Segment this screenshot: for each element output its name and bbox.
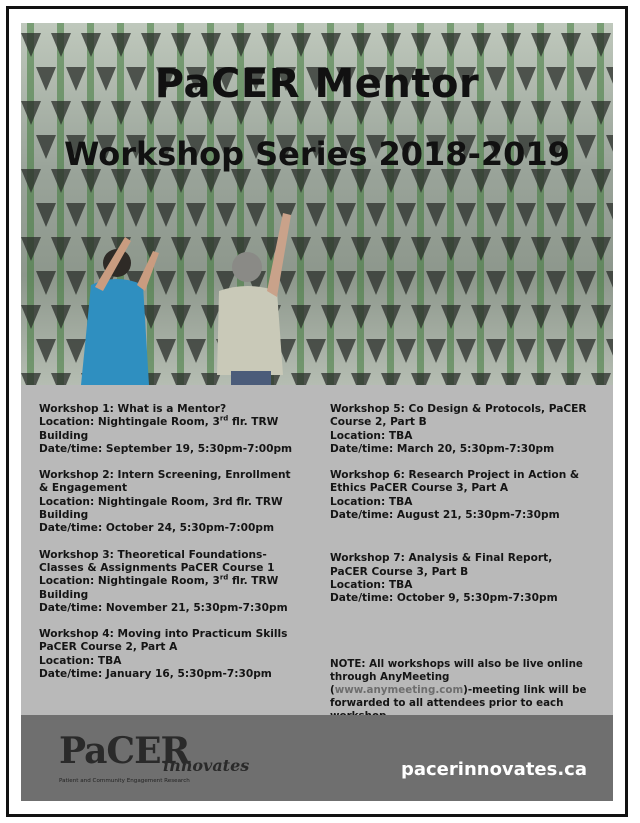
planter-pot: [426, 203, 446, 227]
planter-pot: [411, 305, 431, 329]
planter-pot: [21, 305, 41, 329]
planter-pot: [336, 203, 356, 227]
planter-pot: [66, 271, 86, 295]
planter-pot: [411, 373, 431, 385]
logo-script: innovates: [163, 756, 250, 775]
planter-pot: [321, 33, 341, 57]
planter-pot: [306, 203, 326, 227]
planter-pot: [471, 237, 491, 261]
planter-pot: [516, 339, 536, 363]
flyer: [21, 23, 613, 801]
workshop-datetime: Date/time: August 21, 5:30pm-7:30pm: [330, 509, 560, 522]
planter-pot: [486, 203, 506, 227]
planter-pot: [591, 237, 611, 261]
planter-pot: [246, 203, 266, 227]
planter-pot: [171, 373, 191, 385]
workshop-datetime: Date/time: March 20, 5:30pm-7:30pm: [330, 442, 555, 455]
planter-pot: [186, 203, 206, 227]
planter-pot: [186, 339, 206, 363]
planter-pot: [531, 373, 551, 385]
planter-pot: [336, 271, 356, 295]
planter-pot: [321, 373, 341, 385]
planter-pot: [381, 237, 401, 261]
workshop-location: Location: Nightingale Room, 3rd flr. TRW Building: [39, 414, 279, 442]
planter-pot: [51, 237, 71, 261]
planter-pot: [306, 271, 326, 295]
planter-pot: [321, 305, 341, 329]
planter-pot: [381, 33, 401, 57]
planter-pot: [66, 203, 86, 227]
planter-pot: [51, 373, 71, 385]
planter-pot: [36, 271, 56, 295]
planter-pot: [141, 33, 161, 57]
planter-pot: [351, 33, 371, 57]
workshop-item: [39, 403, 301, 456]
workshop-title: Workshop 6: Research Project in Action & Ethics PaCER Course 3, Part A: [330, 469, 580, 495]
planter-pot: [561, 237, 581, 261]
planter-pot: [156, 339, 176, 363]
planter-pot: [501, 33, 521, 57]
workshop-datetime: Date/time: January 16, 5:30pm-7:30pm: [39, 668, 272, 681]
workshop-item: [330, 552, 592, 605]
workshop-datetime: Date/time: October 24, 5:30pm-7:00pm: [39, 522, 275, 535]
workshop-column-right: [330, 403, 592, 736]
logo-tagline: Patient and Community Engagement Research: [59, 778, 190, 784]
planter-pot: [606, 271, 613, 295]
workshop-title: Workshop 5: Co Design & Protocols, PaCER Course 2, Part B: [330, 403, 587, 429]
planter-pot: [501, 373, 521, 385]
planter-pot: [351, 237, 371, 261]
planter-pot: [366, 339, 386, 363]
planter-pot: [411, 33, 431, 57]
workshop-location: Location: Nightingale Room, 3rd flr. TRW Building: [39, 495, 283, 522]
planter-pot: [441, 305, 461, 329]
planter-pot: [36, 339, 56, 363]
logo-wordmark: PaCER: [59, 730, 190, 772]
planter-pot: [171, 33, 191, 57]
planter-pot: [66, 339, 86, 363]
workshop-location: Location: Nightingale Room, 3rd flr. TRW Building: [39, 573, 279, 601]
page-subtitle: Workshop Series 2018-2019: [64, 135, 570, 173]
planter-pot: [456, 339, 476, 363]
planter-pot: [396, 271, 416, 295]
planter-pot: [441, 237, 461, 261]
planter-pot: [291, 305, 311, 329]
planter-pot: [21, 33, 41, 57]
planter-pot: [576, 271, 596, 295]
planter-pot: [351, 305, 371, 329]
workshop-item: [330, 403, 592, 456]
planter-pot: [486, 271, 506, 295]
planter-pot: [171, 237, 191, 261]
planter-pot: [81, 237, 101, 261]
planter-pot: [96, 203, 116, 227]
workshop-title: Workshop 2: Intern Screening, Enrollment & Engagement: [39, 469, 291, 495]
planter-pot: [156, 271, 176, 295]
planter-pot: [561, 305, 581, 329]
planter-pot: [531, 237, 551, 261]
workshop-datetime: Date/time: November 21, 5:30pm-7:30pm: [39, 601, 288, 614]
anymeeting-link[interactable]: www.anymeeting.com: [334, 683, 464, 696]
workshop-location: Location: TBA: [330, 578, 413, 591]
planter-pot: [216, 203, 236, 227]
website-link[interactable]: pacerinnovates.ca: [400, 759, 587, 780]
planter-pot: [591, 373, 611, 385]
planter-pot: [516, 203, 536, 227]
planter-pot: [426, 339, 446, 363]
planter-pot: [471, 305, 491, 329]
planter-pot: [261, 33, 281, 57]
planter-pot: [51, 33, 71, 57]
planter-pot: [126, 203, 146, 227]
planter-pot: [441, 33, 461, 57]
header-photo: [21, 23, 613, 385]
planter-pot: [591, 33, 611, 57]
planter-pot: [231, 33, 251, 57]
planter-pot: [516, 271, 536, 295]
planter-pot: [501, 237, 521, 261]
planter-pot: [606, 203, 613, 227]
planter-pot: [441, 373, 461, 385]
planter-pot: [396, 339, 416, 363]
planter-pot: [486, 339, 506, 363]
planter-pot: [396, 203, 416, 227]
planter-pot: [501, 305, 521, 329]
planter-pot: [366, 203, 386, 227]
planter-pot: [576, 203, 596, 227]
planter-pot: [21, 373, 41, 385]
page-title: PaCER Mentor: [154, 61, 480, 107]
planter-pot: [111, 33, 131, 57]
workshop-item: [39, 549, 301, 615]
planter-pot: [351, 373, 371, 385]
planter-pot: [381, 373, 401, 385]
planter-pot: [291, 373, 311, 385]
planter-pot: [426, 271, 446, 295]
workshop-title: Workshop 4: Moving into Practicum Skills PaCER Course 2, Part A: [39, 628, 288, 654]
workshop-column-left: [39, 403, 301, 694]
planter-pot: [546, 271, 566, 295]
planter-pot: [321, 237, 341, 261]
workshop-datetime: Date/time: September 19, 5:30pm-7:00pm: [39, 442, 293, 455]
planter-pot: [456, 271, 476, 295]
workshop-datetime: Date/time: October 9, 5:30pm-7:30pm: [330, 592, 558, 605]
planter-pot: [156, 203, 176, 227]
workshop-item: [330, 469, 592, 522]
planter-pot: [201, 33, 221, 57]
workshop-item: [39, 628, 301, 681]
workshop-item: [39, 469, 301, 535]
planter-pot: [366, 271, 386, 295]
planter-pot: [291, 237, 311, 261]
planter-pot: [546, 339, 566, 363]
planter-pot: [531, 33, 551, 57]
workshop-location: Location: TBA: [39, 654, 122, 667]
workshop-title: Workshop 1: What is a Mentor?: [39, 403, 227, 415]
planter-pot: [561, 373, 581, 385]
planter-pot: [36, 203, 56, 227]
workshop-location: Location: TBA: [330, 495, 413, 508]
planter-pot: [201, 305, 221, 329]
planter-pot: [471, 373, 491, 385]
planter-pot: [171, 305, 191, 329]
planter-pot: [291, 33, 311, 57]
planter-pot: [336, 339, 356, 363]
planter-pot: [576, 339, 596, 363]
footer: [21, 715, 613, 801]
planter-pot: [531, 305, 551, 329]
planter-pot: [471, 33, 491, 57]
planter-pot: [51, 305, 71, 329]
workshop-panel: [21, 385, 613, 715]
planter-pot: [456, 203, 476, 227]
planter-pot: [606, 339, 613, 363]
planter-pot: [201, 237, 221, 261]
planter-pot: [186, 271, 206, 295]
planter-pot: [21, 237, 41, 261]
workshop-title: Workshop 3: Theoretical Foundations-Classes & Assignments PaCER Course 1: [39, 548, 275, 574]
planter-pot: [591, 305, 611, 329]
person-right: [217, 213, 291, 385]
planter-pot: [306, 339, 326, 363]
workshop-title: Workshop 7: Analysis & Final Report, PaCER Course 3, Part B: [330, 552, 553, 578]
planter-pot: [411, 237, 431, 261]
planter-pot: [546, 203, 566, 227]
workshop-location: Location: TBA: [330, 429, 413, 442]
online-note: NOTE: All workshops will also be live online through AnyMeeting (www.anymeeting.com)-meeting link will be forwarded to all attendees prior to each: [330, 657, 587, 709]
pacer-innovates-logo: [59, 730, 250, 790]
planter-pot: [561, 33, 581, 57]
planter-pot: [81, 33, 101, 57]
planter-pot: [381, 305, 401, 329]
